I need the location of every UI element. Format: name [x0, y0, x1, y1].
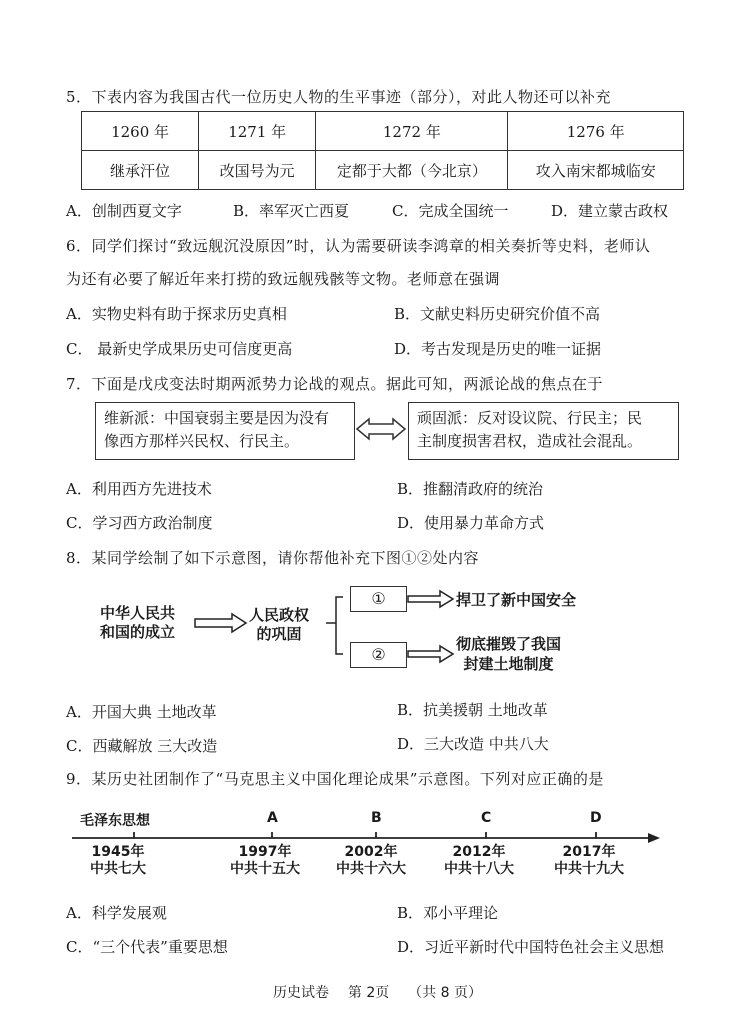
- q9-node-2017: [554, 844, 624, 878]
- q9-node-year: 2002年: [344, 844, 398, 860]
- q5-year-cell: 1276 年: [508, 112, 684, 151]
- q9-node-event: 中共十八大: [444, 861, 514, 877]
- q5-event-cell: 定都于大都（今北京）: [316, 151, 508, 190]
- q9-node-1945: [90, 844, 146, 878]
- q6-stem-line1: 6．同学们探讨“致远舰沉没原因”时，认为需要研读李鸿章的相关奏折等史料，老师认: [66, 237, 651, 255]
- q8-start-line2: 和国的成立: [100, 623, 176, 641]
- q8-slot1-box: ①: [350, 586, 407, 612]
- page-footer: [273, 982, 482, 1002]
- footer-subject: 历史试卷: [273, 985, 329, 1001]
- q9-option-a: A．科学发展观: [66, 904, 167, 922]
- q9-node-top: C: [481, 810, 492, 826]
- footer-total: （共 8 页）: [408, 985, 482, 1001]
- q9-node-year: 1945年: [91, 844, 145, 860]
- q9-option-c: C．“三个代表”重要思想: [66, 938, 228, 956]
- q8-stem: 8．某同学绘制了如下示意图，请你帮他补充下图①②处内容: [66, 549, 480, 567]
- q8-middle-line2: 的巩固: [256, 625, 302, 643]
- q8-middle-line1: 人民政权: [249, 606, 310, 624]
- q7-option-c: C．学习西方政治制度: [66, 514, 213, 532]
- q9-node-2002: [336, 844, 406, 878]
- q9-node-year: 2017年: [562, 844, 616, 860]
- q5-option-a: A．创制西夏文字: [66, 202, 182, 220]
- q6-option-d: D．考古发现是历史的唯一证据: [394, 340, 602, 358]
- q9-node-2012: [444, 844, 514, 878]
- q9-option-b: B．邓小平理论: [397, 904, 499, 922]
- q8-option-b: B．抗美援朝 土地改革: [397, 701, 548, 719]
- q8-slot2-box: ②: [350, 642, 407, 668]
- q5-stem: 5．下表内容为我国古代一位历史人物的生平事迹（部分），对此人物还可以补充: [66, 88, 612, 106]
- q7-option-d: D．使用暴力革命方式: [397, 514, 545, 532]
- q5-option-c: C．完成全国统一: [392, 202, 509, 220]
- q6-option-b: B．文献史料历史研究价值不高: [394, 305, 601, 323]
- q5-option-b: B．率军灭亡西夏: [233, 202, 350, 220]
- q9-node-top: D: [590, 810, 602, 826]
- q6-option-c: C． 最新史学成果历史可信度更高: [66, 340, 293, 358]
- q9-node-event: 中共七大: [90, 861, 146, 877]
- q7-conservative-line1: 顽固派：反对设议院、行民主；民: [417, 409, 643, 427]
- q8-option-a: A．开国大典 土地改革: [66, 703, 217, 721]
- q9-node-1997: [230, 844, 300, 878]
- q8-result2-line1: 彻底摧毁了我国: [456, 635, 562, 653]
- q5-event-cell: 继承汗位: [82, 151, 199, 190]
- q7-reformist-line2: 像西方那样兴民权、行民主。: [104, 432, 300, 450]
- q8-result1: 捍卫了新中国安全: [456, 591, 577, 609]
- q6-option-a: A．实物史料有助于探求历史真相: [66, 305, 287, 323]
- q9-node-year: 1997年: [238, 844, 292, 860]
- q5-year-cell: 1271 年: [199, 112, 316, 151]
- q9-node-event: 中共十六大: [336, 861, 406, 877]
- q9-node-event: 中共十九大: [554, 861, 624, 877]
- q8-option-c: C．西藏解放 三大改造: [66, 737, 218, 755]
- q7-stem: 7．下面是戊戌变法时期两派势力论战的观点。据此可知，两派论战的焦点在于: [66, 375, 604, 393]
- q9-node-event: 中共十五大: [230, 861, 300, 877]
- q9-node-top: 毛泽东思想: [80, 813, 150, 829]
- q7-option-b: B．推翻清政府的统治: [397, 480, 544, 498]
- q6-stem-line2: 为还有必要了解近年来打捞的致远舰残骸等文物。老师意在强调: [66, 270, 501, 288]
- footer-page: 第 2页: [347, 985, 390, 1001]
- q9-node-year: 2012年: [452, 844, 506, 860]
- q7-reformist-line1: 维新派：中国衰弱主要是因为没有: [104, 409, 330, 427]
- q5-event-cell: 改国号为元: [199, 151, 316, 190]
- q5-year-cell: 1272 年: [316, 112, 508, 151]
- q9-option-d: D．习近平新时代中国特色社会主义思想: [397, 938, 665, 956]
- q9-node-top: B: [371, 810, 382, 826]
- q9-stem: 9．某历史社团制作了“马克思主义中国化理论成果”示意图。下列对应正确的是: [66, 770, 604, 788]
- q7-conservative-line2: 主制度损害君权，造成社会混乱。: [417, 432, 643, 450]
- q5-option-d: D．建立蒙古政权: [551, 202, 669, 220]
- q8-result2-line2: 封建土地制度: [463, 655, 554, 673]
- q5-year-cell: 1260 年: [82, 112, 199, 151]
- q5-event-cell: 攻入南宋都城临安: [508, 151, 684, 190]
- q8-option-d: D．三大改造 中共八大: [397, 735, 549, 753]
- arrow-right-icon: [648, 833, 660, 843]
- q7-option-a: A．利用西方先进技术: [66, 480, 212, 498]
- q8-start-line1: 中华人民共: [100, 604, 176, 622]
- q9-node-top: A: [267, 810, 278, 826]
